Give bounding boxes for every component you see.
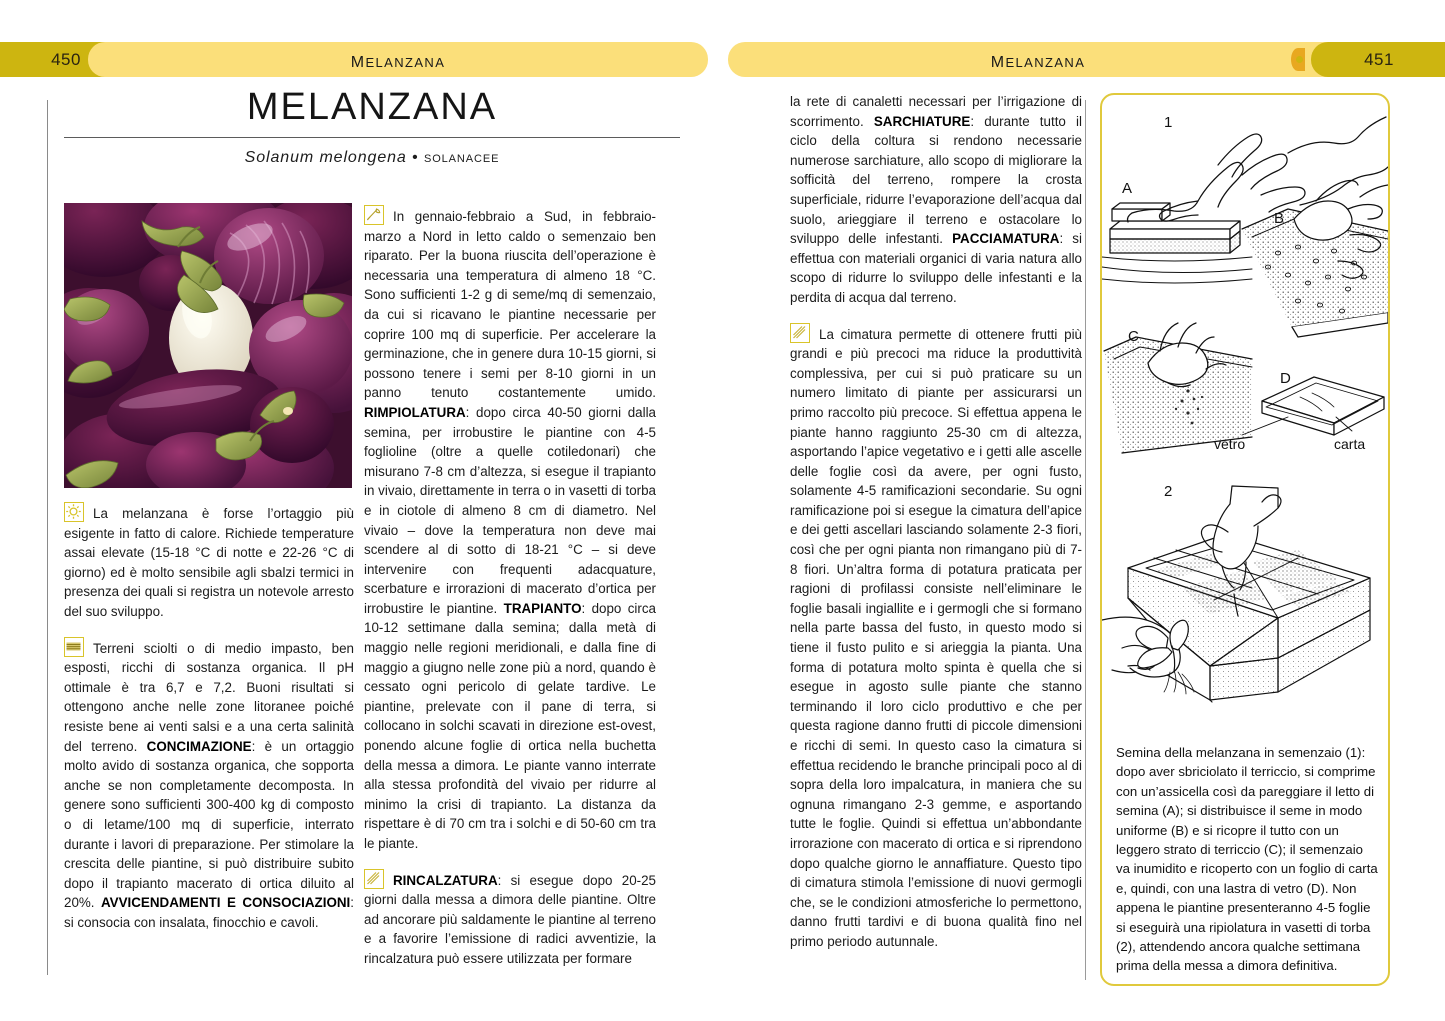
- text-column-1: [64, 502, 354, 932]
- text-column-3: [790, 92, 1082, 952]
- rincalzatura-text: : si esegue dopo 20-25 giorni dalla messa a dimora delle piantine. Oltre ad ancorare più saldamente le piantine al terreno e a favorire l’emissione di radici avventizie, la rincalzatura può essere utilizzata per formare: [364, 872, 656, 966]
- running-head-row: [0, 42, 1445, 77]
- figure-1-number: 1: [1164, 114, 1173, 131]
- soil-icon: [64, 637, 84, 657]
- pruning-icon: [790, 323, 810, 343]
- rimpiolatura-label: RIMPIOLATURA: [364, 404, 466, 420]
- figure-1-label-carta: carta: [1334, 436, 1366, 452]
- figure-1-label-D: D: [1280, 370, 1291, 387]
- figure-1-seeding-steps: [1102, 101, 1388, 471]
- figure-2-transplant: [1102, 470, 1388, 740]
- concimazione-label: CONCIMAZIONE: [146, 738, 252, 754]
- illustration-panel: [1100, 93, 1390, 986]
- rincalzatura-label: RINCALZATURA: [393, 872, 498, 888]
- trapianto-label: TRAPIANTO: [503, 600, 582, 616]
- pacciamatura-text: : si effettua con materiali organici di varia natura allo scopo di ridurre lo sviluppo delle infestanti e la perdita di acqua dal terreno.: [790, 231, 1082, 305]
- cimatura-text: La cimatura permette di ottenere frutti più grandi e più precoci ma riduce la produttività complessiva, per cui si può praticare su un numero limitato di piante per assicurarsi un primo raccolto più precoce. Si effettua appena le piante hanno raggiunto 25-30 cm di altezza, asportando l’apice vegetativo e i getti alle ascelle delle foglie così da avere, per ogni fusto, solamente 4-5 ramificazioni secondarie. Su ogni ramificazione poi si esegue la cimatura dell’apice e dei getti ascellari lasciando solamente 2-3 fiori, così che per ogni pianta non rimangano più di 7-8 fiori. Un’altra forma di potatura praticata per ragioni di profilassi consiste nell’eliminare le foglie basali ingiallite e i germogli che si formano nella parte bassa del fusto, in questo modo si tiene il fusto pulito e si arieggia la pianta. Una forma di potatura molto spinta è quella che si esegue in agosto sulle piante che stanno terminando il loro ciclo produttivo e che per questa ragione danno frutti di piccole dimensioni e ricchi di semi. In questo caso la cimatura si effettua recidendo le branche principali poco al di sopra della loro impalcatura, in maniera che su ognuna rimangano 2-3 gemme, e asportando tutte le foglie. Quindi si effettua un’abbondante irrorazione con macerato di ortica e si riprendono dopo qualche giorno le annaffiature. Questo tipo di cimatura stimola l’emissione di nuovi germogli che, se le condizioni atmosferiche lo permettono, danno frutti tardivi e di buona qualità fino nel primo periodo autunnale.: [790, 326, 1082, 949]
- semina-text: In gennaio-febbraio a Sud, in febbraio-marzo a Nord in letto caldo o semenzaio ben riparato. Per la buona riuscita dell’operazione è necessaria una temperatura di almeno 18 °C. Sono sufficienti 1-2 g di seme/mq di semenzaio, da cui si ricavano le piantine necessarie per coprire 100 mq di superficie. Per accelerare la germinazione, che in genere dura 10-15 giorni, si possono tenere i semi per 8-10 giorni in un panno tenuto costantemente umido.: [364, 209, 656, 401]
- species-name: Solanum melongena: [244, 148, 407, 166]
- figure-2-number: 2: [1164, 483, 1173, 500]
- paragraph-cimatura: [790, 323, 1082, 952]
- seeding-icon: [364, 205, 384, 225]
- avvicendamenti-text: : si consocia con insalata, finocchio e cavoli.: [64, 895, 354, 930]
- paragraph-semina: [364, 205, 656, 854]
- page-number-tab-right: [1311, 42, 1445, 77]
- title-rule: [64, 137, 680, 138]
- eggplant-photo: [64, 203, 352, 488]
- figure-1-label-vetro: vetro: [1214, 436, 1246, 452]
- concimazione-text: : è un ortaggio molto avido di sostanza organica, che sopporta anche se non completamente decomposta. In genere sono sufficienti 300-400 kg di composto o di letame/100 mq di superficie, interrato durante i lavori di preparazione. Per stimolare la crescita delle piantine, si può distribuire subito dopo il trapianto macerato di ortica diluito al 20%.: [64, 738, 354, 911]
- climate-text: La melanzana è forse l’ortaggio più esigente in fatto di calore. Richiede temperature assai elevate (15-18 °C di notte e 22-26 °C di giorno) ed è molto sensibile agli sbalzi termici in presenza dei quali si registra un notevole arresto del suo sviluppo.: [64, 506, 354, 619]
- panel-divider-rule: [1085, 100, 1086, 980]
- paragraph-continuation: [790, 92, 1082, 308]
- left-margin-rule: [47, 100, 48, 975]
- page-number-right: 451: [1364, 49, 1394, 69]
- paragraph-soil: [64, 637, 354, 933]
- figure-caption: Semina della melanzana in semenzaio (1): dopo aver sbriciolato il terriccio, si comprime con un’assicella così da pareggiare il letto di semina (A); si distribuisce il seme in modo uniforme (B) e si ricopre il tutto con un leggero strato di terriccio (C); il semenzaio va inumidito e ricoperto con un foglio di carta e, quindi, con una lastra di vetro (D). Non appena le piantine presenteranno 4-5 foglie si eseguirà una ripiolatura in vasetti di torba (2), attendendo ancora qualche settimana prima della messa a dimora definitiva.: [1116, 745, 1378, 974]
- hoe-icon: [364, 869, 384, 889]
- page-title: MELANZANA: [246, 86, 498, 128]
- paragraph-rincalzatura: [364, 869, 656, 969]
- page-number-left: 450: [51, 49, 81, 69]
- figure-1-label-C: C: [1128, 328, 1139, 345]
- paragraph-gap: [64, 622, 354, 637]
- sarchiature-label: SARCHIATURE: [873, 113, 971, 129]
- sarchiature-text: : durante tutto il ciclo della coltura si rendono necessarie numerose sarchiature, allo scopo di migliorare la sofficità del terreno, rompere la crosta superficiale, ridurre l’evaporazione dell’acqua dal suolo, arieggiare il terreno e ostacolare lo sviluppo delle infestanti.: [790, 113, 1082, 247]
- title-block: [64, 88, 680, 167]
- pacciamatura-label: PACCIAMATURA: [952, 231, 1060, 247]
- continuation-text: la rete di canaletti necessari per l’irrigazione di scorrimento.: [790, 94, 1082, 129]
- running-head-right-label: melanzana: [990, 46, 1086, 72]
- sun-icon: [64, 502, 84, 522]
- trapianto-text: : dopo circa 10-12 settimane dalla semina; dalla metà di maggio nelle regioni meridionali, e dalla fine di maggio a giugno nelle zone più a nord, quando è cessato ogni pericolo di gelate tardive. Le piantine, prelevate con il pane di terra, si collocano in solchi scavati in direzione est-ovest, ponendo alcune foglie di ortica nella buchetta della messa a dimora. Le piante vanno interrate alla stessa profondità del vivaio per ridurre al minimo la crisi di trapianto. La distanza da rispettare è di 70 cm tra i solchi e di 50-60 cm tra le piante.: [364, 600, 656, 851]
- figure-1-label-A: A: [1122, 180, 1133, 197]
- running-head-right: [728, 42, 1348, 77]
- running-head-left-label: melanzana: [350, 46, 446, 72]
- avvicendamenti-label: AVVICENDAMENTI E CONSOCIAZIONI: [101, 895, 351, 911]
- rimpiolatura-text: : dopo circa 40-50 giorni dalla semina, per irrobustire le piantine con 4-5 foglioline (oltre a quelle cotiledonari) che misurano 7-8 cm d’altezza, si esegue il trapianto in vivaio, direttamente in terra o in vasetti di torba e in ciotole di almeno 8 cm di diametro. Nel vivaio – dove la temperatura non deve mai scendere al di sotto di 18-21 °C – si deve intervenire con frequenti adacquature, scerbature e irrorazioni di macerato d’ortica per irrobustire le piantine.: [364, 404, 656, 616]
- running-head-left: [88, 42, 708, 77]
- paragraph-gap-2: [364, 854, 656, 869]
- text-column-2: [364, 205, 656, 969]
- soil-text: Terreni sciolti o di medio impasto, ben esposti, ricchi di sostanza organica. Il pH ottimale è tra 6,7 e 7,2. Buoni risultati si ottengono anche nelle zone litoranee poiché resiste bene ai venti salsi e a una certa salinità del terreno.: [64, 640, 354, 754]
- figure-1-label-B: B: [1274, 210, 1285, 227]
- family-name: solanacee: [423, 148, 500, 166]
- paragraph-gap-3: [790, 308, 1082, 323]
- tab-dot-icon-right: [1291, 48, 1305, 71]
- subtitle-separator: •: [412, 148, 419, 166]
- paragraph-climate: [64, 502, 354, 622]
- subtitle: [64, 149, 680, 167]
